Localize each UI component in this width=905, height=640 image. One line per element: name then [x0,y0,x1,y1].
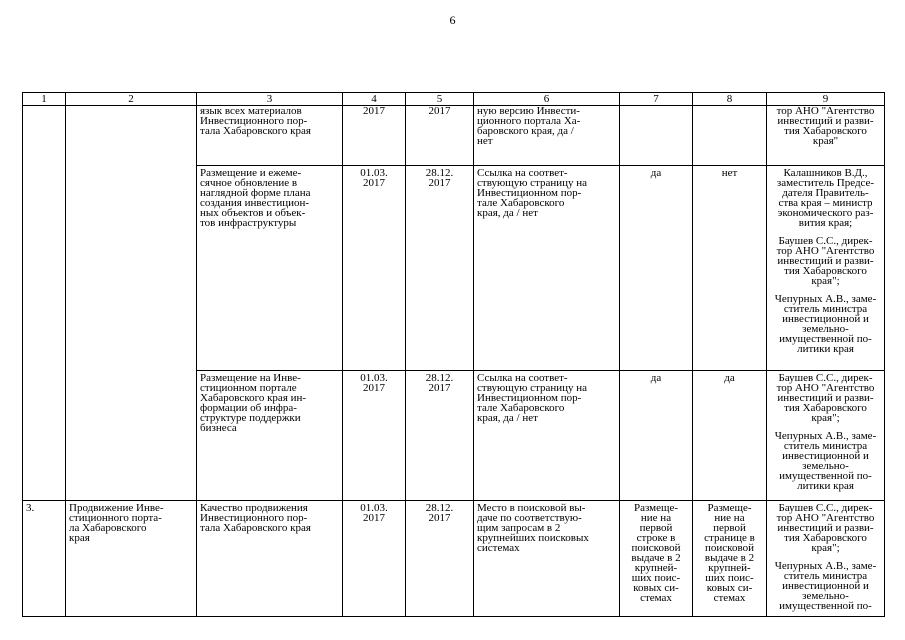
row-activity [66,371,197,501]
table-row [23,501,885,617]
col-header-2: 2 [66,93,197,106]
row-end-date: 2017 [406,106,474,166]
row-value-fact [693,106,767,166]
row-end-date: 28.12. 2017 [406,371,474,501]
row-value-plan: Размеще- ние на первой строке в поисковой выдаче в 2 крупней- ших поис- ковых си- стемах [620,501,693,617]
col-header-9: 9 [767,93,885,106]
row-value-fact: нет [693,166,767,371]
col-header-1: 1 [23,93,66,106]
row-number [23,166,66,371]
row-activity [66,106,197,166]
row-responsible [767,166,885,371]
responsible-entry: тор АНО "Агентство инвестиций и разви- тия Хабаровского края" [776,105,875,147]
row-responsible [767,501,885,617]
col-header-5: 5 [406,93,474,106]
row-measure: Размещение на Инве- стиционном портале Хабаровского края ин- формации об инфра- структуре поддержки бизнеса [197,371,343,501]
row-measure: Качество продвижения Инвестиционного пор- тала Хабаровского края [197,501,343,617]
row-start-date: 01.03. 2017 [343,166,406,371]
row-start-date: 2017 [343,106,406,166]
table-row [23,166,885,371]
row-measure: язык всех материалов Инвестиционного пор- тала Хабаровского края [197,106,343,166]
row-end-date: 28.12. 2017 [406,166,474,371]
row-number: 3. [23,501,66,617]
row-activity [66,166,197,371]
row-indicator: ную версию Инвести- ционного портала Ха- баровского края, да / нет [474,106,620,166]
responsible-entry: Баушев С.С., дирек- тор АНО "Агентство инвестиций и разви- тия Хабаровского края"; [776,235,875,287]
col-header-6: 6 [474,93,620,106]
row-number [23,106,66,166]
col-header-3: 3 [197,93,343,106]
responsible-entry: Чепурных А.В., заме- ститель министра инвестиционной и земельно- имущественной по- литики края [774,430,877,492]
row-indicator: Место в поисковой вы- даче по соответствую- щим запросам в 2 крупнейших поисковых системах [474,501,620,617]
row-value-plan: да [620,371,693,501]
table-row [23,106,885,166]
row-indicator: Ссылка на соответ- ствующую страницу на Инвестиционном пор- тале Хабаровского края, да / нет [474,166,620,371]
row-value-fact: да [693,371,767,501]
row-value-fact: Размеще- ние на первой странице в поисковой выдаче в 2 крупней- ших поис- ковых си- стемах [693,501,767,617]
responsible-entry: Чепурных А.В., заме- ститель министра инвестиционной и земельно- имущественной по- [774,560,877,612]
responsible-entry: Чепурных А.В., заме- ститель министра инвестиционной и земельно- имущественной по- литики края [774,293,877,355]
row-responsible [767,106,885,166]
row-measure: Размещение и ежеме- сячное обновление в наглядной форме плана создания инвестицион- ных объектов и объек- тов инфраструктуры [197,166,343,371]
row-responsible [767,371,885,501]
table-row [23,371,885,501]
column-number-row [23,93,885,106]
row-start-date: 01.03. 2017 [343,371,406,501]
responsible-entry: Баушев С.С., дирек- тор АНО "Агентство инвестиций и разви- тия Хабаровского края"; [776,502,875,554]
row-activity: Продвижение Инве- стиционного порта- ла Хабаровского края [66,501,197,617]
row-number [23,371,66,501]
responsible-entry: Калашников В.Д., заместитель Предсе- дателя Правитель- ства края – министр экономического раз- вития края; [776,167,875,229]
page-number: 6 [449,13,456,27]
row-value-plan [620,106,693,166]
row-indicator: Ссылка на соответ- ствующую страницу на Инвестиционном пор- тале Хабаровского края, да / нет [474,371,620,501]
row-end-date: 28.12. 2017 [406,501,474,617]
responsible-entry: Баушев С.С., дирек- тор АНО "Агентство инвестиций и разви- тия Хабаровского края"; [776,372,875,424]
row-start-date: 01.03. 2017 [343,501,406,617]
plan-table [22,92,885,617]
col-header-8: 8 [693,93,767,106]
row-value-plan: да [620,166,693,371]
col-header-4: 4 [343,93,406,106]
col-header-7: 7 [620,93,693,106]
